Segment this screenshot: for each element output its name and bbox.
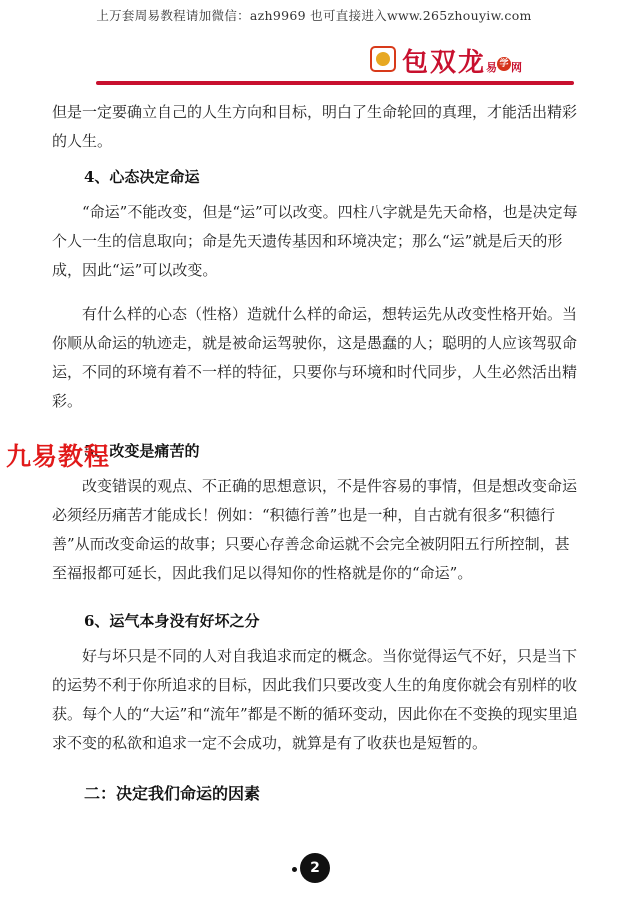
logo-text [402, 42, 522, 79]
paragraph-5: 改变错误的观点、不正确的思想意识，不是件容易的事情，但是想改变命运必须经历痛苦才能成长！例如：“积德行善”也是一种，自古就有很多“积德行善”从而改变命运的故事；只要心存善念命运就不会完全被阴阳五行所控制，甚至福报都可延长，因此我们足以得知你的性格就是你的“命运”。 [52, 477, 578, 582]
paragraph-4a: “命运”不能改变，但是“运”可以改变。四柱八字就是先天命格，也是决定每个人一生的信息取向；命是先天遗传基因和环境决定；那么“运”就是后天的形成，因此“运”可以改变。 [52, 203, 578, 279]
page-number-dot-icon [292, 867, 297, 872]
logo-stamp-text: 学 [497, 57, 511, 71]
logo-main-text: 包双龙 [402, 48, 487, 78]
heading-6: 6、运气本身没有好坏之分 [84, 612, 260, 630]
logo-emblem-icon [370, 46, 396, 72]
top-contact-note: 上万套周易教程请加微信：azh9969 也可直接进入www.265zhouyiw.com [96, 8, 532, 23]
paragraph-6: 好与坏只是不同的人对自我追求而定的概念。当你觉得运气不好，只是当下的运势不利于你所追求的目标，因此我们只要改变人生的角度你就会有别样的收获。每个人的“大运”和“流年”都是不断的循环变动，因此你在不变换的现实里追求不变的私欲和追求一定不会成功，就算是有了收获也是短暂的。 [52, 647, 578, 752]
heading-4: 4、心态决定命运 [84, 168, 200, 186]
section-heading: 二：决定我们命运的因素 [84, 784, 261, 803]
paragraph-intro: 但是一定要确立自己的人生方向和目标，明白了生命轮回的真理，才能活出精彩的人生。 [52, 103, 578, 150]
paragraph-4b: 有什么样的心态（性格）造就什么样的命运，想转运先从改变性格开始。当你顺从命运的轨迹走，就是被命运驾驶你，这是愚蠢的人；聪明的人应该驾驭命运，不同的环境有着不一样的特征，只要你与环境和时代同步，人生必然活出精彩。 [52, 305, 578, 410]
watermark-text: 九易教程 [6, 442, 111, 471]
header-divider [96, 81, 574, 85]
site-logo [366, 42, 546, 80]
heading-5: 5、改变是痛苦的 [84, 442, 200, 460]
logo-small-text: 易 [486, 61, 498, 74]
page-number: 2 [300, 853, 330, 883]
logo-small-text-2: 网 [511, 61, 523, 74]
